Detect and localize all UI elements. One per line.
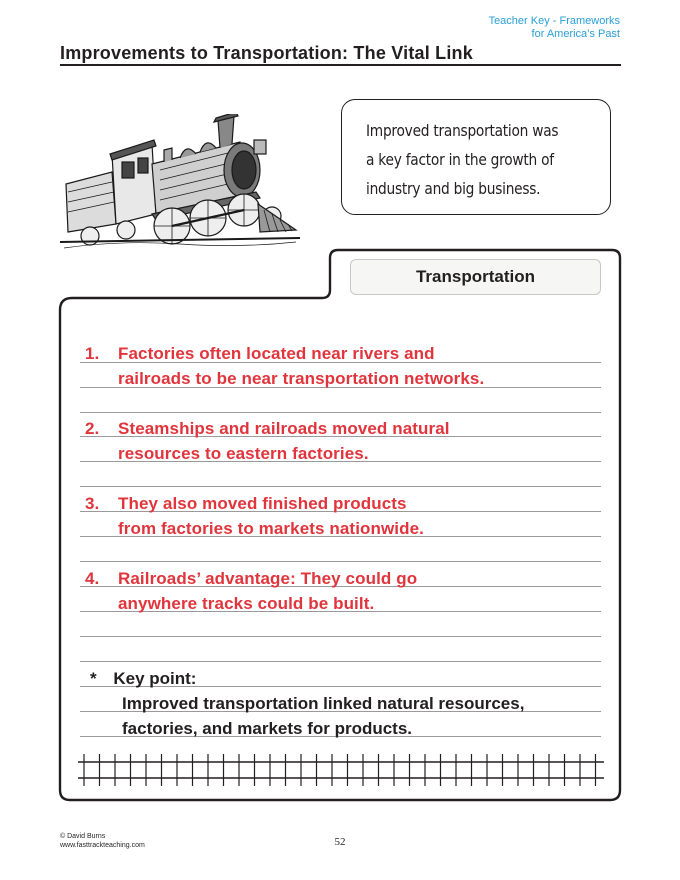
- ruled-line: [80, 561, 601, 562]
- ruled-line: [80, 412, 601, 413]
- page-title: Improvements to Transportation: The Vital Link: [60, 43, 473, 63]
- title-rule: [60, 64, 621, 66]
- answer-line: railroads to be near transportation networks.: [118, 369, 485, 388]
- answer-number: 3.: [85, 494, 100, 513]
- answer-line: Railroads’ advantage: They could go: [118, 569, 418, 588]
- railroad-tracks-icon: [78, 752, 604, 788]
- summary-callout: [341, 99, 611, 215]
- website-text: www.fasttrackteaching.com: [60, 842, 145, 849]
- copyright-text: © David Burns: [60, 833, 106, 840]
- ruled-line: [80, 661, 601, 662]
- answer-number: 1.: [85, 344, 100, 363]
- answer-line: from factories to markets nationwide.: [118, 519, 424, 538]
- page-number: 52: [334, 836, 346, 848]
- key-point-line-1: Improved transportation linked natural resources,: [122, 694, 525, 713]
- callout-line-1: Improved transportation was: [366, 121, 559, 140]
- section-label: Transportation: [350, 259, 601, 295]
- callout-line-3: industry and big business.: [366, 179, 541, 198]
- teacher-key-label: [489, 15, 620, 41]
- teacher-key-line-2: for America’s Past: [531, 28, 620, 40]
- key-point-title: Key point:: [113, 669, 197, 688]
- steam-locomotive-icon: [60, 114, 300, 256]
- key-point-line-2: factories, and markets for products.: [122, 719, 413, 738]
- answer-number: 2.: [85, 419, 100, 438]
- answer-line: Steamships and railroads moved natural: [118, 419, 450, 438]
- ruled-line: [80, 636, 601, 637]
- answer-line: anywhere tracks could be built.: [118, 594, 375, 613]
- answer-line: resources to eastern factories.: [118, 444, 369, 463]
- teacher-key-line-1: Teacher Key - Frameworks: [488, 15, 620, 27]
- answer-line: Factories often located near rivers and: [118, 344, 435, 363]
- ruled-line: [80, 486, 601, 487]
- key-point-heading: [90, 666, 196, 691]
- callout-line-2: a key factor in the growth of: [366, 150, 554, 169]
- answer-line: They also moved finished products: [118, 494, 407, 513]
- key-point-marker: *: [90, 669, 97, 688]
- answer-number: 4.: [85, 569, 100, 588]
